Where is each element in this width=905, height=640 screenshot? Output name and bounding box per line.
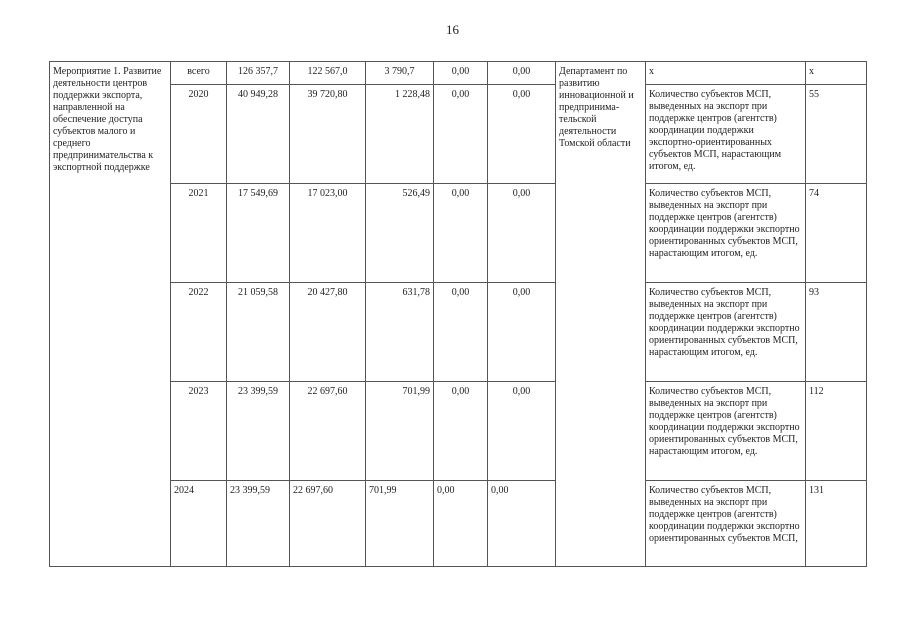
other-cell: 0,00 xyxy=(488,481,556,567)
year-cell: 2024 xyxy=(171,481,227,567)
local-cell: 0,00 xyxy=(434,62,488,85)
other-cell: 0,00 xyxy=(488,283,556,382)
regional-cell: 701,99 xyxy=(366,481,434,567)
page-number: 16 xyxy=(446,22,459,37)
value-cell: 74 xyxy=(806,184,867,283)
value-cell: 112 xyxy=(806,382,867,481)
program-table xyxy=(49,61,867,567)
total-cell: 21 059,58 xyxy=(227,283,290,382)
table-row xyxy=(50,382,867,481)
regional-cell: 631,78 xyxy=(366,283,434,382)
other-cell: 0,00 xyxy=(488,85,556,184)
year-cell: 2023 xyxy=(171,382,227,481)
regional-cell: 1 228,48 xyxy=(366,85,434,184)
federal-cell: 17 023,00 xyxy=(290,184,366,283)
value-cell: x xyxy=(806,62,867,85)
other-cell: 0,00 xyxy=(488,62,556,85)
regional-cell: 526,49 xyxy=(366,184,434,283)
department-cell: Департамент по развитию инновационной и предпринима-тельской деятельности Томской области xyxy=(556,62,646,567)
federal-cell: 122 567,0 xyxy=(290,62,366,85)
local-cell: 0,00 xyxy=(434,382,488,481)
other-cell: 0,00 xyxy=(488,382,556,481)
total-cell: 23 399,59 xyxy=(227,382,290,481)
regional-cell: 3 790,7 xyxy=(366,62,434,85)
regional-cell: 701,99 xyxy=(366,382,434,481)
indicator-cell: Количество субъектов МСП, выведенных на экспорт при поддержке центров (агентств) координации поддержки экспортно ориентированных субъектов МСП, нарастающим итогом, ед. xyxy=(646,184,806,283)
value-cell: 55 xyxy=(806,85,867,184)
federal-cell: 20 427,80 xyxy=(290,283,366,382)
total-cell: 17 549,69 xyxy=(227,184,290,283)
table-row xyxy=(50,481,867,567)
measure-title: Мероприятие 1. Развитие деятельности центров поддержки экспорта, направленной на обеспечение доступа субъектов малого и среднего предпринимательства к экспортной поддержке xyxy=(50,62,171,567)
indicator-cell: Количество субъектов МСП, выведенных на экспорт при поддержке центров (агентств) координации поддержки экспортно ориентированных субъектов МСП, нарастающим итогом, ед. xyxy=(646,283,806,382)
year-cell: всего xyxy=(171,62,227,85)
table-row xyxy=(50,85,867,184)
local-cell: 0,00 xyxy=(434,85,488,184)
table-row xyxy=(50,62,867,85)
total-cell: 126 357,7 xyxy=(227,62,290,85)
local-cell: 0,00 xyxy=(434,283,488,382)
table-row xyxy=(50,184,867,283)
local-cell: 0,00 xyxy=(434,184,488,283)
indicator-cell: x xyxy=(646,62,806,85)
total-cell: 40 949,28 xyxy=(227,85,290,184)
value-cell: 93 xyxy=(806,283,867,382)
indicator-cell: Количество субъектов МСП, выведенных на экспорт при поддержке центров (агентств) координации поддержки экспортно ориентированных субъектов МСП, xyxy=(646,481,806,567)
federal-cell: 22 697,60 xyxy=(290,382,366,481)
local-cell: 0,00 xyxy=(434,481,488,567)
value-cell: 131 xyxy=(806,481,867,567)
indicator-cell: Количество субъектов МСП, выведенных на экспорт при поддержке центров (агентств) координации поддержки экспортно-ориентированных субъектов МСП, нарастающим итогом, ед. xyxy=(646,85,806,184)
other-cell: 0,00 xyxy=(488,184,556,283)
year-cell: 2021 xyxy=(171,184,227,283)
total-cell: 23 399,59 xyxy=(227,481,290,567)
year-cell: 2022 xyxy=(171,283,227,382)
federal-cell: 22 697,60 xyxy=(290,481,366,567)
indicator-cell: Количество субъектов МСП, выведенных на экспорт при поддержке центров (агентств) координации поддержки экспортно ориентированных субъектов МСП, нарастающим итогом, ед. xyxy=(646,382,806,481)
year-cell: 2020 xyxy=(171,85,227,184)
federal-cell: 39 720,80 xyxy=(290,85,366,184)
table-row xyxy=(50,283,867,382)
